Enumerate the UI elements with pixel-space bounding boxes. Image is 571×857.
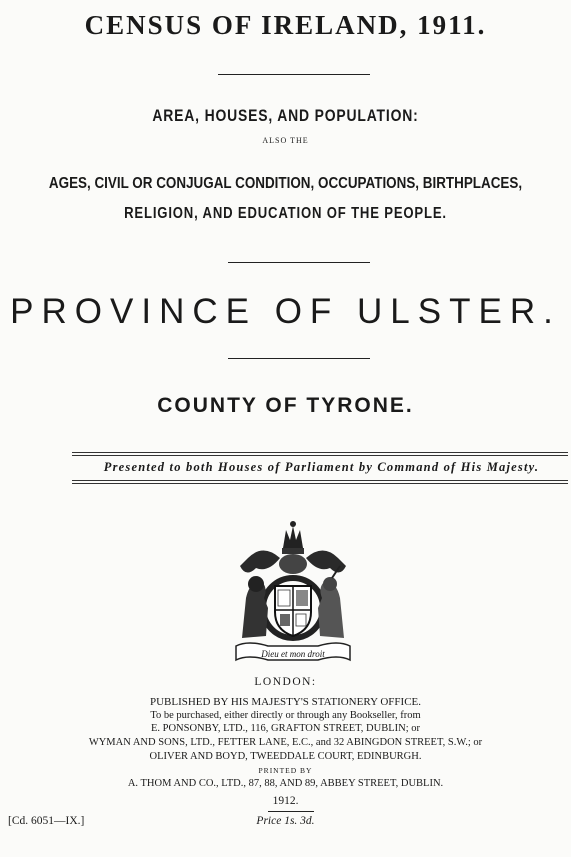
divider-3 — [228, 358, 370, 359]
province-heading: PROVINCE OF ULSTER. — [10, 292, 561, 331]
imprint-wyman: WYMAN AND SONS, LTD., FETTER LANE, E.C., and 32 ABINGDON STREET, S.W.; or — [88, 737, 483, 748]
county-heading: COUNTY OF TYRONE. — [157, 394, 414, 417]
double-rule-bottom — [72, 480, 568, 484]
imprint-city: LONDON: — [254, 676, 317, 688]
imprint-printed-by: PRINTED BY — [258, 766, 313, 775]
imprint-price: Price 1s. 3d. — [256, 815, 315, 827]
divider-2 — [228, 262, 370, 263]
presented-line: Presented to both Houses of Parliament by Command of His Majesty. — [103, 460, 540, 474]
subtitle-ages-occupations: AGES, CIVIL OR CONJUGAL CONDITION, OCCUPATIONS, BIRTHPLACES, — [48, 175, 523, 192]
crest-motto: Dieu et mon droit — [261, 649, 325, 659]
divider-year — [268, 811, 314, 812]
imprint-year: 1912. — [272, 795, 299, 807]
subtitle-area-houses: AREA, HOUSES, AND POPULATION: — [152, 106, 419, 125]
imprint-ponsonby: E. PONSONBY, LTD., 116, GRAFTON STREET, DUBLIN; or — [150, 723, 421, 734]
imprint-thom: A. THOM AND CO., LTD., 87, 88, AND 89, ABBEY STREET, DUBLIN. — [127, 778, 444, 789]
royal-coat-of-arms-icon — [228, 518, 358, 668]
divider-1 — [218, 74, 370, 75]
subtitle-also-the: ALSO THE — [262, 136, 309, 145]
subtitle-religion-education: RELIGION, AND EDUCATION OF THE PEOPLE. — [124, 205, 447, 222]
double-rule-top — [72, 452, 568, 456]
imprint-published: PUBLISHED BY HIS MAJESTY'S STATIONERY OFFICE. — [149, 696, 422, 708]
imprint-oliver: OLIVER AND BOYD, TWEEDDALE COURT, EDINBURGH. — [149, 751, 422, 762]
imprint-purchase: To be purchased, either directly or through any Bookseller, from — [150, 710, 421, 721]
document-title: CENSUS OF IRELAND, 1911. — [84, 10, 487, 40]
command-number: [Cd. 6051—IX.] — [8, 815, 85, 827]
